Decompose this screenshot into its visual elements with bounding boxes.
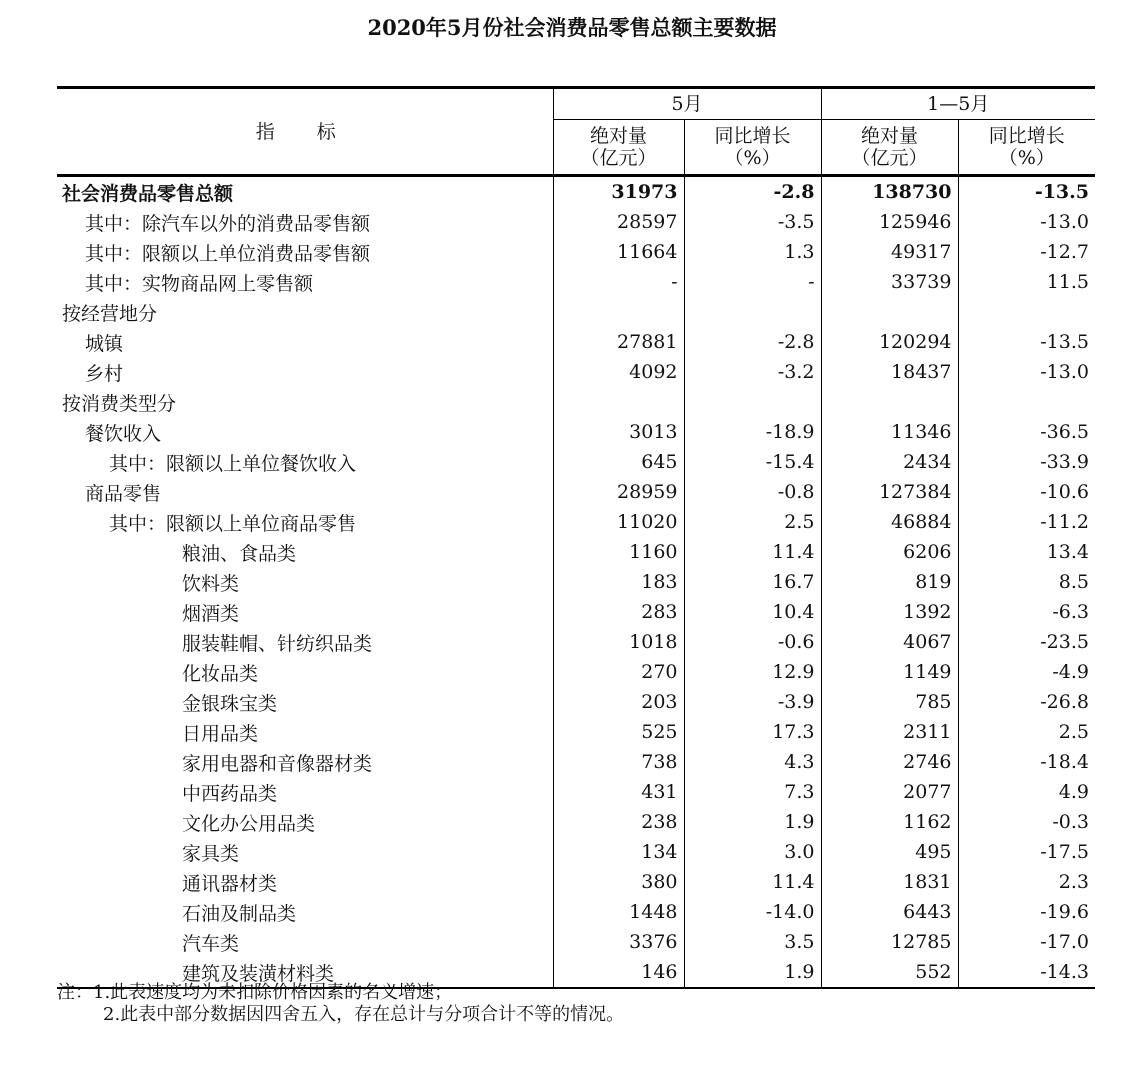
abs-header-2: 绝对量 （亿元）: [821, 120, 958, 176]
ytd-abs-cell: 1831: [821, 867, 958, 897]
may-yoy-cell: -18.9: [684, 417, 821, 447]
may-yoy-cell: [684, 297, 821, 327]
ytd-yoy-cell: 8.5: [958, 567, 1095, 597]
period-jan-may-header: 1—5月: [821, 88, 1095, 120]
table-row: [57, 537, 1095, 567]
row-label: 乡村: [85, 362, 124, 385]
table-row: [57, 657, 1095, 687]
ytd-abs-cell: 1162: [821, 807, 958, 837]
row-label: 其中：除汽车以外的消费品零售额: [85, 212, 371, 235]
may-yoy-cell: 1.3: [684, 237, 821, 267]
may-abs-cell: 645: [553, 447, 684, 477]
may-abs-cell: 380: [553, 867, 684, 897]
ytd-yoy-cell: 11.5: [958, 267, 1095, 297]
may-yoy-cell: 7.3: [684, 777, 821, 807]
may-abs-cell: -: [553, 267, 684, 297]
table-row: [57, 597, 1095, 627]
ytd-abs-cell: 1149: [821, 657, 958, 687]
ytd-yoy-cell: 13.4: [958, 537, 1095, 567]
ytd-abs-cell: 552: [821, 957, 958, 988]
ytd-abs-cell: 819: [821, 567, 958, 597]
ytd-yoy-cell: -4.9: [958, 657, 1095, 687]
table-row: [57, 687, 1095, 717]
may-abs-cell: 1160: [553, 537, 684, 567]
table-row: [57, 897, 1095, 927]
row-label: 化妆品类: [182, 662, 259, 685]
ytd-abs-cell: 11346: [821, 417, 958, 447]
ytd-abs-cell: 785: [821, 687, 958, 717]
table-row: [57, 267, 1095, 297]
ytd-abs-cell: [821, 297, 958, 327]
ytd-yoy-cell: -13.0: [958, 357, 1095, 387]
may-abs-cell: 238: [553, 807, 684, 837]
ytd-yoy-cell: -14.3: [958, 957, 1095, 988]
row-label: 服装鞋帽、针纺织品类: [182, 632, 373, 655]
may-yoy-cell: 1.9: [684, 807, 821, 837]
may-yoy-cell: -3.2: [684, 357, 821, 387]
ytd-abs-cell: 4067: [821, 627, 958, 657]
ytd-abs-cell: 46884: [821, 507, 958, 537]
row-label: 金银珠宝类: [182, 692, 278, 715]
may-abs-cell: 3013: [553, 417, 684, 447]
row-label: 其中：限额以上单位餐饮收入: [109, 452, 357, 475]
may-abs-cell: 525: [553, 717, 684, 747]
table-row: [57, 837, 1095, 867]
row-label: 文化办公用品类: [182, 812, 316, 835]
ytd-abs-cell: 12785: [821, 927, 958, 957]
may-abs-cell: 183: [553, 567, 684, 597]
may-yoy-cell: -3.9: [684, 687, 821, 717]
table-row: [57, 327, 1095, 357]
yoy-header-2: 同比增长 （%）: [958, 120, 1095, 176]
table-row: [57, 627, 1095, 657]
row-label: 按消费类型分: [62, 392, 177, 415]
ytd-yoy-cell: -19.6: [958, 897, 1095, 927]
ytd-yoy-cell: -33.9: [958, 447, 1095, 477]
may-yoy-cell: [684, 387, 821, 417]
may-yoy-cell: 2.5: [684, 507, 821, 537]
table-row: [57, 357, 1095, 387]
ytd-yoy-cell: -17.0: [958, 927, 1095, 957]
ytd-yoy-cell: -13.5: [958, 176, 1095, 208]
may-yoy-cell: -15.4: [684, 447, 821, 477]
may-abs-cell: 1018: [553, 627, 684, 657]
may-yoy-cell: 11.4: [684, 867, 821, 897]
may-yoy-cell: 4.3: [684, 747, 821, 777]
table-row: [57, 927, 1095, 957]
page-title: 2020年5月份社会消费品零售总额主要数据: [367, 15, 777, 40]
table-row: [57, 507, 1095, 537]
ytd-yoy-cell: -11.2: [958, 507, 1095, 537]
table-row: [57, 297, 1095, 327]
row-label: 中西药品类: [182, 782, 278, 805]
ytd-abs-cell: 120294: [821, 327, 958, 357]
ytd-abs-cell: 1392: [821, 597, 958, 627]
table-row: [57, 777, 1095, 807]
table-row: [57, 807, 1095, 837]
yoy-header-1: 同比增长 （%）: [684, 120, 821, 176]
may-yoy-cell: 10.4: [684, 597, 821, 627]
abs-header-1: 绝对量 （亿元）: [553, 120, 684, 176]
table-row: [57, 867, 1095, 897]
table-row: [57, 207, 1095, 237]
retail-sales-table: [57, 86, 1095, 989]
ytd-abs-cell: 125946: [821, 207, 958, 237]
ytd-abs-cell: 127384: [821, 477, 958, 507]
ytd-yoy-cell: -0.3: [958, 807, 1095, 837]
ytd-yoy-cell: -13.0: [958, 207, 1095, 237]
row-label: 其中：限额以上单位商品零售: [109, 512, 357, 535]
ytd-yoy-cell: -10.6: [958, 477, 1095, 507]
ytd-yoy-cell: -6.3: [958, 597, 1095, 627]
ytd-yoy-cell: -36.5: [958, 417, 1095, 447]
ytd-abs-cell: 6206: [821, 537, 958, 567]
may-abs-cell: 203: [553, 687, 684, 717]
table-row: [57, 717, 1095, 747]
ytd-yoy-cell: [958, 297, 1095, 327]
ytd-abs-cell: 33739: [821, 267, 958, 297]
may-abs-cell: 3376: [553, 927, 684, 957]
ytd-yoy-cell: -26.8: [958, 687, 1095, 717]
row-label: 餐饮收入: [85, 422, 162, 445]
ytd-yoy-cell: -17.5: [958, 837, 1095, 867]
row-label: 城镇: [85, 332, 124, 355]
ytd-abs-cell: 18437: [821, 357, 958, 387]
ytd-abs-cell: 49317: [821, 237, 958, 267]
table-row: [57, 477, 1095, 507]
may-abs-cell: 4092: [553, 357, 684, 387]
may-yoy-cell: 16.7: [684, 567, 821, 597]
ytd-yoy-cell: -18.4: [958, 747, 1095, 777]
row-label: 其中：实物商品网上零售额: [85, 272, 314, 295]
ytd-abs-cell: 495: [821, 837, 958, 867]
ytd-abs-cell: 2077: [821, 777, 958, 807]
may-yoy-cell: -: [684, 267, 821, 297]
ytd-abs-cell: [821, 387, 958, 417]
may-abs-cell: 11664: [553, 237, 684, 267]
may-abs-cell: 31973: [553, 176, 684, 208]
ytd-yoy-cell: -23.5: [958, 627, 1095, 657]
may-abs-cell: [553, 297, 684, 327]
ytd-yoy-cell: [958, 387, 1095, 417]
table-row: [57, 237, 1095, 267]
ytd-abs-cell: 2746: [821, 747, 958, 777]
row-label: 其中：限额以上单位消费品零售额: [85, 242, 371, 265]
may-yoy-cell: 11.4: [684, 537, 821, 567]
may-abs-cell: 270: [553, 657, 684, 687]
row-label: 粮油、食品类: [182, 542, 297, 565]
may-abs-cell: 146: [553, 957, 684, 988]
indicator-header: 指 标: [57, 88, 553, 176]
ytd-abs-cell: 138730: [821, 176, 958, 208]
may-abs-cell: 283: [553, 597, 684, 627]
row-label: 石油及制品类: [182, 902, 297, 925]
row-label: 通讯器材类: [182, 872, 278, 895]
row-label: 建筑及装潢材料类: [57, 957, 553, 988]
row-label: 烟酒类: [182, 602, 240, 625]
may-abs-cell: 738: [553, 747, 684, 777]
may-yoy-cell: -14.0: [684, 897, 821, 927]
table-row: [57, 417, 1095, 447]
may-yoy-cell: -3.5: [684, 207, 821, 237]
row-label: 商品零售: [85, 482, 162, 505]
may-yoy-cell: -0.6: [684, 627, 821, 657]
row-label: 社会消费品零售总额: [62, 182, 234, 205]
may-yoy-cell: 17.3: [684, 717, 821, 747]
ytd-yoy-cell: 2.5: [958, 717, 1095, 747]
ytd-yoy-cell: -12.7: [958, 237, 1095, 267]
may-yoy-cell: 3.5: [684, 927, 821, 957]
may-yoy-cell: -2.8: [684, 327, 821, 357]
footnotes: [57, 982, 624, 1026]
period-may-header: 5月: [553, 88, 821, 120]
may-abs-cell: 11020: [553, 507, 684, 537]
may-yoy-cell: -2.8: [684, 176, 821, 208]
may-abs-cell: 27881: [553, 327, 684, 357]
table-row: [57, 747, 1095, 777]
row-label: 日用品类: [182, 722, 259, 745]
row-label: 按经营地分: [62, 302, 158, 325]
ytd-yoy-cell: -13.5: [958, 327, 1095, 357]
row-label: 汽车类: [182, 932, 240, 955]
may-abs-cell: [553, 387, 684, 417]
may-yoy-cell: 1.9: [684, 957, 821, 988]
ytd-yoy-cell: 4.9: [958, 777, 1095, 807]
row-label: 饮料类: [182, 572, 240, 595]
table-row: [57, 176, 1095, 208]
table-row: [57, 447, 1095, 477]
row-label: 家用电器和音像器材类: [182, 752, 373, 775]
may-yoy-cell: 12.9: [684, 657, 821, 687]
may-yoy-cell: -0.8: [684, 477, 821, 507]
may-abs-cell: 134: [553, 837, 684, 867]
table-row: [57, 387, 1095, 417]
may-abs-cell: 28597: [553, 207, 684, 237]
may-abs-cell: 1448: [553, 897, 684, 927]
ytd-abs-cell: 2434: [821, 447, 958, 477]
ytd-abs-cell: 2311: [821, 717, 958, 747]
may-abs-cell: 431: [553, 777, 684, 807]
ytd-abs-cell: 6443: [821, 897, 958, 927]
may-yoy-cell: 3.0: [684, 837, 821, 867]
note-2: 2.此表中部分数据因四舍五入，存在总计与分项合计不等的情况。: [103, 1004, 625, 1025]
row-label: 家具类: [182, 842, 240, 865]
ytd-yoy-cell: 2.3: [958, 867, 1095, 897]
may-abs-cell: 28959: [553, 477, 684, 507]
note-1: 注：1.此表速度均为未扣除价格因素的名义增速；: [57, 982, 453, 1003]
table-row: [57, 567, 1095, 597]
